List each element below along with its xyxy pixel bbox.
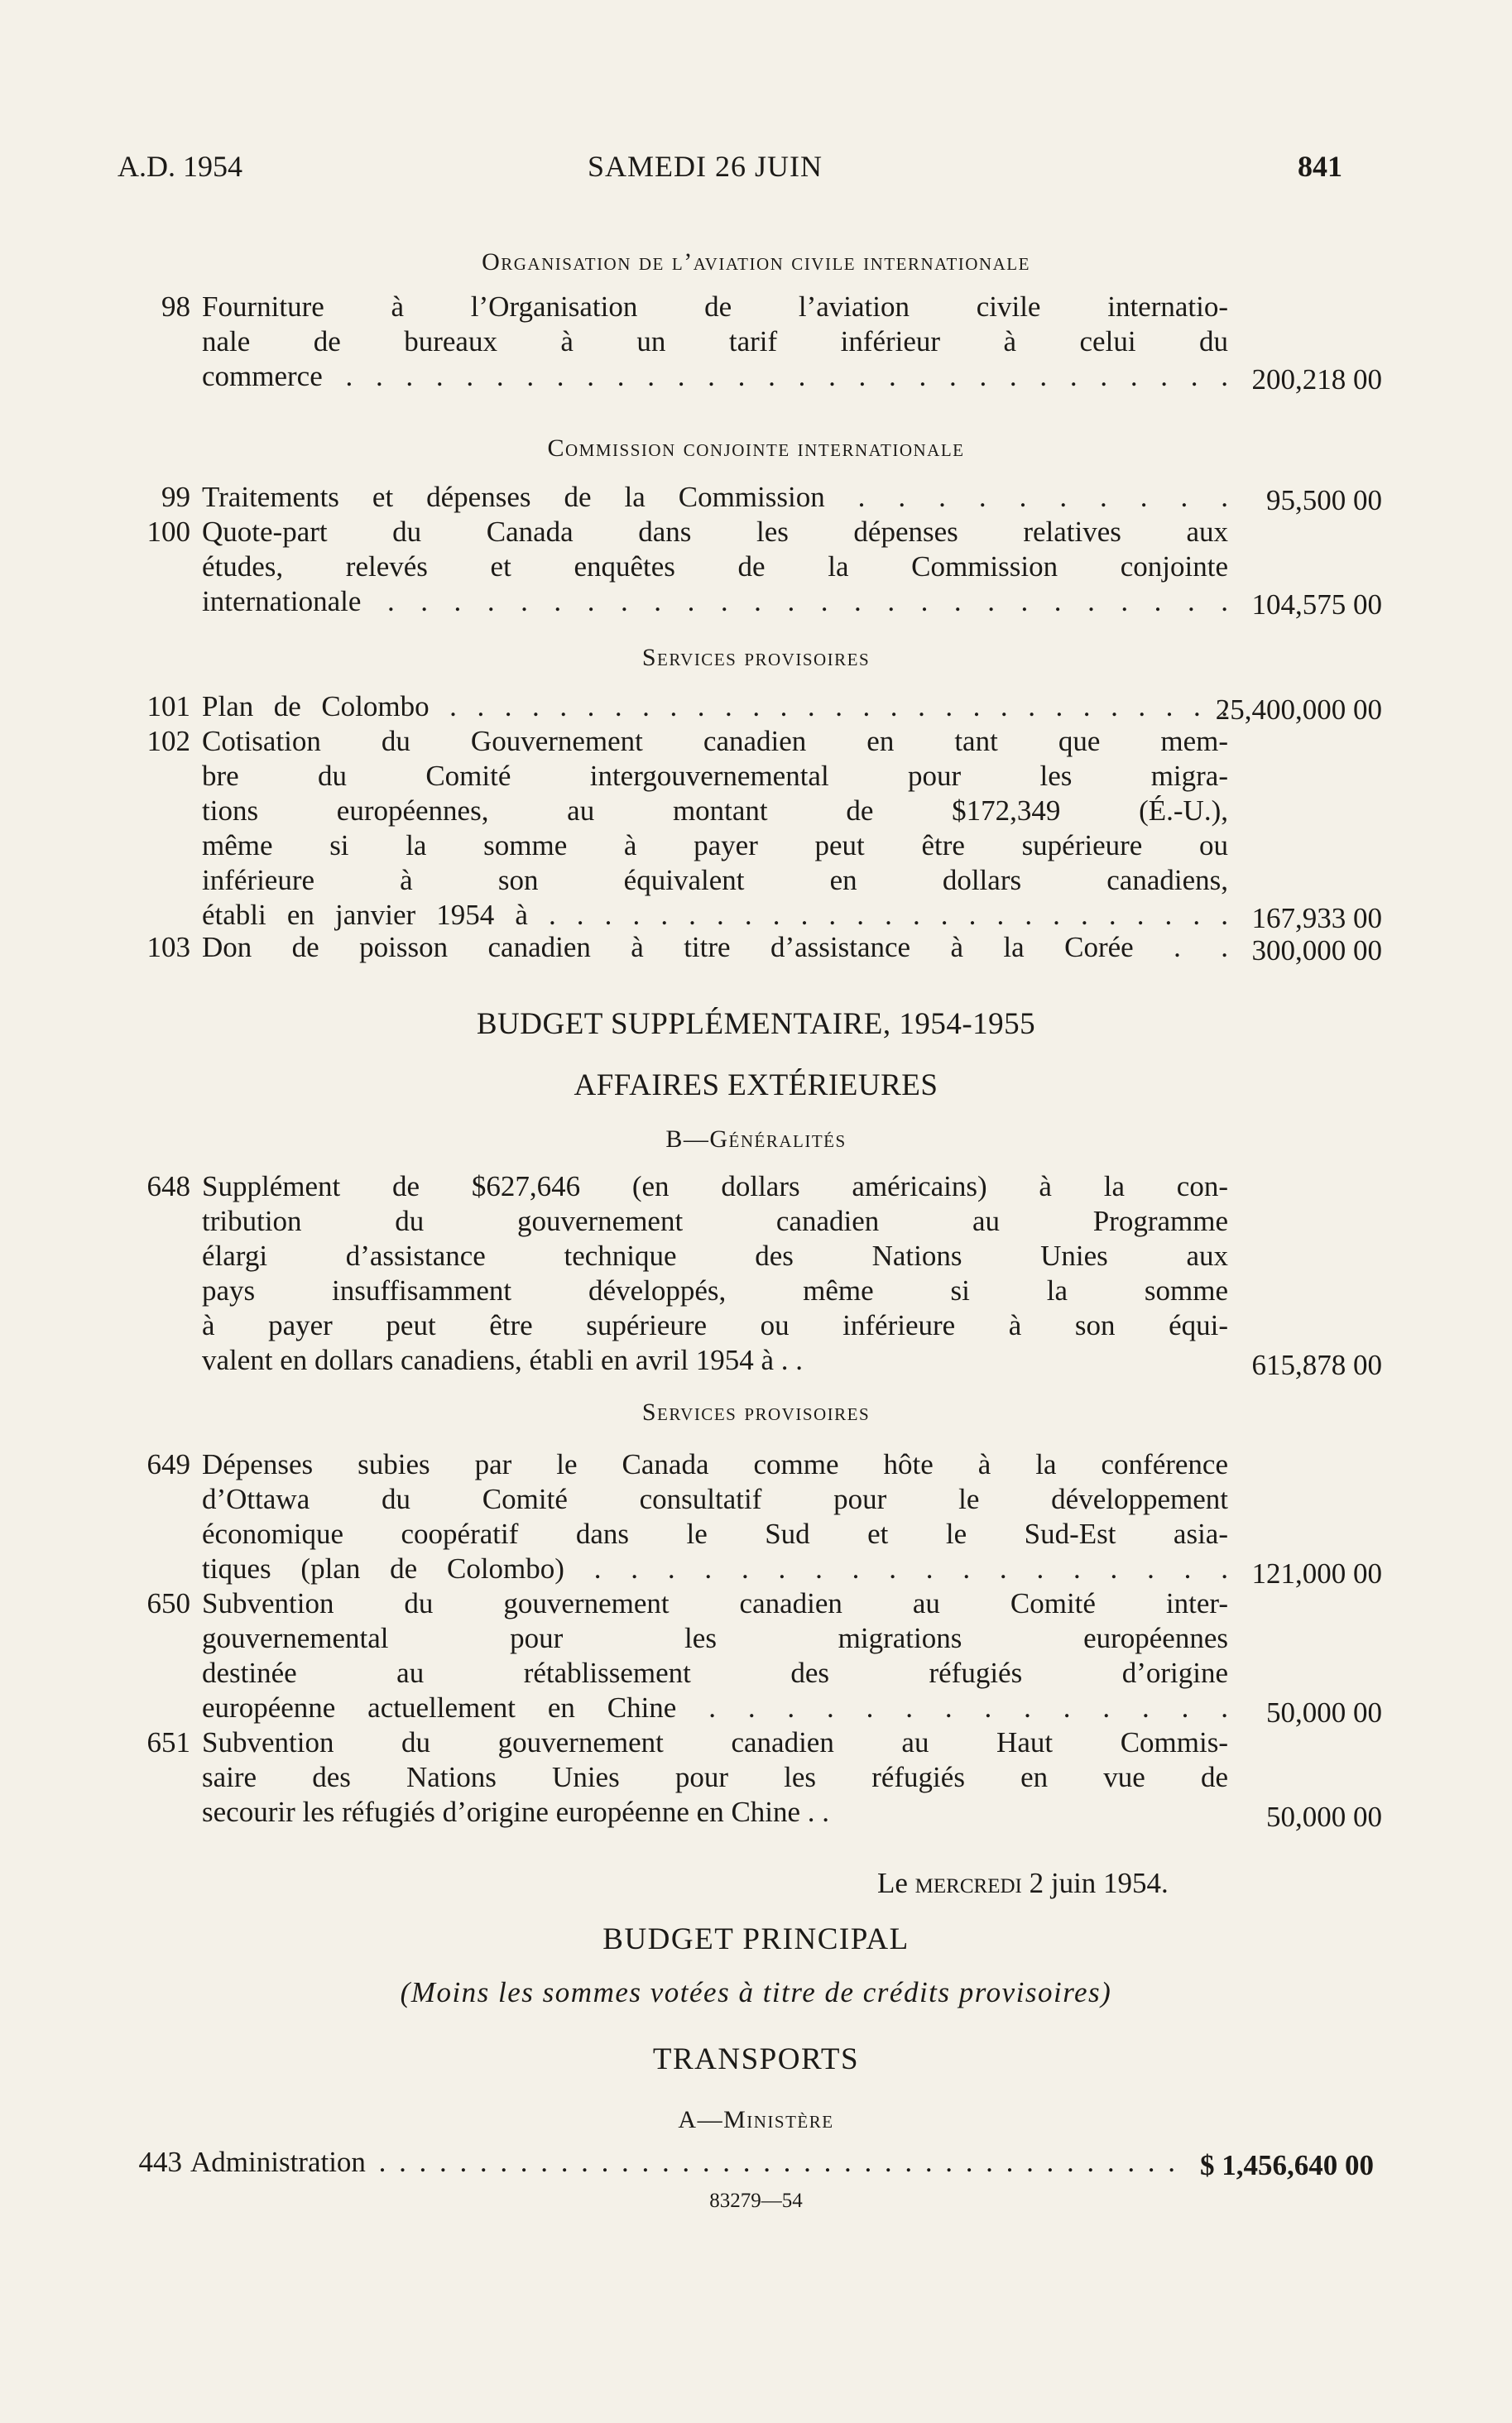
vote-amount: 50,000 00 [1266, 1696, 1382, 1729]
vote-description [202, 515, 1228, 619]
heading-moins-sommes: (Moins les sommes votées à titre de crédits provisoires) [400, 1976, 1112, 2008]
heading-budget-principal: BUDGET PRINCIPAL [602, 1922, 910, 1956]
vote-number: 100 [146, 516, 190, 548]
vote-description [202, 480, 1228, 515]
vote-line: Traitements et dépenses de la Commission . . . . . . . . . . [202, 481, 1228, 513]
dateline-day: mercredi [914, 1867, 1022, 1899]
section-heading-services: Services provisoires [641, 644, 871, 671]
vote-line: Quote-part du Canada dans les dépenses relatives aux [202, 516, 1228, 548]
vote-number: 101 [146, 690, 190, 722]
running-head-year: A.D. 1954 [118, 150, 242, 183]
section-heading-commission: Commission conjointe internationale [547, 434, 965, 462]
vote-amount: 300,000 00 [1251, 934, 1382, 967]
vote-line: même si la somme à payer peut être supérieure ou [202, 829, 1228, 861]
vote-description [202, 930, 1228, 965]
vote-amount: $ 1,456,640 00 [1200, 2149, 1374, 2181]
vote-line: études, relevés et enquêtes de la Commission conjointe [202, 550, 1228, 583]
vote-line: établi en janvier 1954 à . . . . . . . . . . . . . . . . . . . . . . . . . [202, 899, 1228, 931]
vote-line: Subvention du gouvernement canadien au Comité inter- [202, 1587, 1228, 1619]
vote-line: tribution du gouvernement canadien au Programme [202, 1205, 1228, 1237]
vote-line: Don de poisson canadien à titre d’assistance à la Corée . . [202, 931, 1228, 963]
vote-line: bre du Comité intergouvernemental pour les migra- [202, 760, 1228, 792]
section-heading-oaci: Organisation de l’aviation civile internationale [482, 248, 1030, 276]
vote-line: Fourniture à l’Organisation de l’aviation civile internatio- [202, 290, 1228, 323]
vote-line: Plan de Colombo . . . . . . . . . . . . . . . . . . . . . . . . . . . . . [202, 690, 1228, 722]
vote-line: Supplément de $627,646 (en dollars américains) à la con- [202, 1170, 1228, 1202]
vote-line: destinée au rétablissement des réfugiés d’origine [202, 1657, 1228, 1689]
printer-code: 83279—54 [709, 2190, 803, 2212]
dateline-date: 2 juin 1954. [1029, 1867, 1169, 1899]
vote-description [202, 724, 1228, 933]
vote-line: inférieure à son équivalent en dollars canadiens, [202, 864, 1228, 896]
vote-line: tiques (plan de Colombo) . . . . . . . . . . . . . . . . . . [202, 1552, 1228, 1585]
vote-line: pays insuffisamment développés, même si la somme [202, 1274, 1228, 1307]
vote-amount: 615,878 00 [1251, 1349, 1382, 1381]
vote-amount: 95,500 00 [1266, 484, 1382, 516]
vote-amount: 50,000 00 [1266, 1801, 1382, 1833]
vote-number: 103 [146, 931, 190, 963]
vote-description [190, 2145, 1175, 2180]
vote-number: 102 [146, 725, 190, 757]
vote-line: saire des Nations Unies pour les réfugiés en vue de [202, 1761, 1228, 1793]
vote-line: nale de bureaux à un tarif inférieur à celui du [202, 325, 1228, 357]
vote-amount: 200,218 00 [1251, 363, 1382, 396]
vote-number: 650 [146, 1587, 190, 1619]
vote-line: à payer peut être supérieure ou inférieure à son équi- [202, 1309, 1228, 1341]
vote-line: secourir les réfugiés d’origine européenne en Chine . . [202, 1796, 830, 1828]
vote-description [202, 1169, 1228, 1378]
vote-line: valent en dollars canadiens, établi en avril 1954 à . . [202, 1344, 803, 1376]
page-number: 841 [1298, 150, 1342, 183]
vote-amount: 104,575 00 [1251, 588, 1382, 621]
vote-number: 99 [161, 481, 190, 513]
heading-generalites: B—Généralités [665, 1125, 847, 1153]
vote-number: 651 [146, 1726, 190, 1758]
vote-description [202, 1725, 1228, 1830]
heading-budget-supplementaire: BUDGET SUPPLÉMENTAIRE, 1954-1955 [476, 1007, 1036, 1041]
vote-line: Cotisation du Gouvernement canadien en tant que mem- [202, 725, 1228, 757]
vote-number: 649 [146, 1448, 190, 1480]
vote-description [202, 1586, 1228, 1725]
heading-ministere: A—Ministère [678, 2106, 834, 2133]
heading-affaires-exterieures: AFFAIRES EXTÉRIEURES [574, 1068, 938, 1102]
dateline [877, 1867, 1169, 1900]
vote-line: Administration . . . . . . . . . . . . . . . . . . . . . . . . . . . . . . . . . . . . . . . . [190, 2146, 1175, 2178]
vote-line: Dépenses subies par le Canada comme hôte à la conférence [202, 1448, 1228, 1480]
vote-number: 648 [146, 1170, 190, 1202]
vote-number: 443 [138, 2146, 182, 2178]
section-heading-services-2: Services provisoires [641, 1399, 871, 1426]
running-head-date: SAMEDI 26 JUIN [588, 150, 823, 183]
vote-line: économique coopératif dans le Sud et le Sud-Est asia- [202, 1518, 1228, 1550]
vote-line: gouvernemental pour les migrations européennes [202, 1622, 1228, 1654]
vote-amount: 25,400,000 00 [1215, 693, 1382, 726]
vote-line: commerce . . . . . . . . . . . . . . . . . . . . . . . . . . . . . . [202, 360, 1228, 392]
vote-description [202, 1447, 1228, 1586]
vote-line: Subvention du gouvernement canadien au Haut Commis- [202, 1726, 1228, 1758]
vote-line: d’Ottawa du Comité consultatif pour le développement [202, 1483, 1228, 1515]
vote-line: européenne actuellement en Chine . . . . . . . . . . . . . . [202, 1691, 1228, 1724]
vote-description [202, 290, 1228, 394]
vote-line: élargi d’assistance technique des Nations Unies aux [202, 1240, 1228, 1272]
vote-amount: 167,933 00 [1251, 902, 1382, 934]
vote-amount: 121,000 00 [1251, 1557, 1382, 1590]
heading-transports: TRANSPORTS [652, 2042, 860, 2076]
dateline-prefix: Le [877, 1867, 908, 1899]
vote-line: tions européennes, au montant de $172,349 (É.-U.), [202, 794, 1228, 827]
vote-line: internationale . . . . . . . . . . . . . . . . . . . . . . . . . . [202, 585, 1228, 617]
vote-description [202, 689, 1228, 724]
vote-number: 98 [161, 290, 190, 323]
